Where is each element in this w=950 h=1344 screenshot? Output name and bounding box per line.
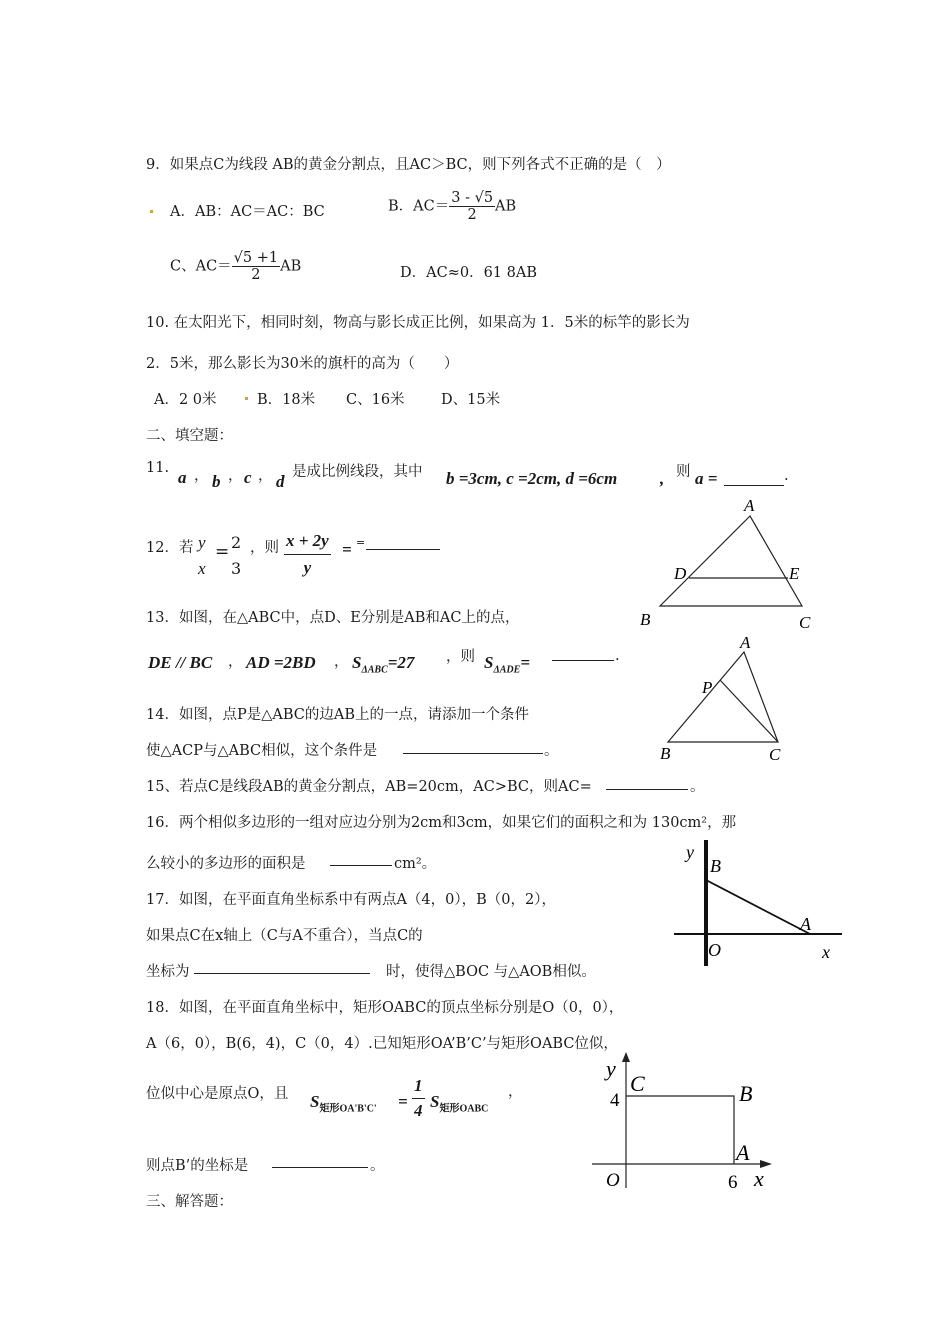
answer-blank[interactable]	[606, 777, 688, 790]
q12-fraction-yx	[196, 530, 208, 582]
q11-sep: ，	[194, 468, 209, 484]
q13-eq: =	[520, 653, 530, 672]
q18-s2	[430, 1092, 488, 1114]
q9-option-a: A．AB：AC＝AC：BC	[170, 204, 325, 220]
section-fill-blank: 二、填空题：	[146, 428, 233, 444]
q18-comma: ，	[508, 1084, 523, 1100]
q13-end: .	[615, 648, 620, 664]
q18-frac	[412, 1074, 425, 1123]
q11-text: 是成比例线段，其中	[292, 464, 423, 480]
q18-line3-prefix: 位似中心是原点O，且	[146, 1086, 289, 1102]
label-a: A	[800, 914, 811, 934]
q13-s-ade-sub: ΔADE	[493, 664, 521, 676]
q12-frac3	[284, 528, 331, 581]
q11-var-a: a	[178, 468, 187, 487]
q13-cond2: AD =2BD	[246, 653, 316, 672]
q17-line3-prefix: 坐标为	[146, 964, 190, 980]
q9-c-fraction	[232, 250, 280, 283]
q9-b-suffix: AB	[495, 198, 517, 215]
answer-blank[interactable]	[403, 741, 543, 754]
label-c: C	[769, 745, 781, 764]
q13-eq27: =27	[387, 653, 415, 672]
q18-line2: A（6，0），B(6，4)，C（0，4）.已知矩形OA’B’C’与矩形OABC位似，	[146, 1036, 618, 1052]
q9-stem: 9．如果点C为线段 AB的黄金分割点，且AC＞BC，则下列各式不正确的是（ ）	[146, 157, 671, 173]
q13-then: ，则	[446, 649, 475, 665]
rectangle-oabc	[626, 1096, 734, 1164]
q10-line2: 2．5米，那么影长为30米的旗杆的高为（ ）	[146, 356, 459, 372]
q11-sep: ，	[228, 468, 243, 484]
label-c: C	[630, 1071, 645, 1096]
label-e: E	[789, 564, 800, 583]
q9-b-prefix: B．AC＝	[388, 198, 450, 215]
q11-number: 11.	[146, 460, 170, 476]
q12-frac1	[196, 530, 208, 582]
label-x: x	[822, 942, 830, 962]
q12-num: x + 2y	[284, 528, 331, 555]
answer-blank[interactable]	[330, 853, 392, 866]
q18-line4-prefix: 则点B’的坐标是	[146, 1158, 249, 1174]
q12-frac2	[229, 530, 243, 582]
q11-condition: b =3cm, c =2cm, d =6cm	[446, 469, 618, 488]
answer-blank[interactable]	[272, 1155, 368, 1168]
label-y: y	[606, 1056, 616, 1081]
q18-s1	[310, 1092, 377, 1114]
q9-c-den: 2	[251, 267, 261, 283]
figure-triangle-p	[654, 632, 794, 764]
q9-option-d: D．AC≈0．61 8AB	[400, 265, 537, 281]
q13-s-ade	[484, 653, 530, 675]
q11-then: 则	[676, 464, 691, 480]
q17-line3-suffix: 时，使得△BOC 与△AOB相似。	[386, 964, 596, 980]
q13-s-abc-sub: ΔABC	[361, 664, 388, 676]
q13-s-abc	[352, 653, 414, 675]
q9-c-suffix: AB	[280, 258, 302, 275]
label-o: O	[708, 940, 721, 960]
q12-two: 2	[231, 533, 242, 552]
q12-eq2: =	[342, 540, 352, 559]
label-d: D	[674, 564, 687, 583]
q10-option-b: B．18米	[257, 392, 316, 408]
q12-eq3: =	[356, 536, 366, 549]
q18-one: 1	[412, 1074, 425, 1099]
q15-text: 15、若点C是线段AB的黄金分割点，AB=20cm，AC>BC，则AC=	[146, 779, 592, 795]
q11-end: .	[784, 468, 789, 484]
figure-coordinate-aob	[670, 836, 850, 971]
label-b: B	[710, 856, 721, 876]
q9-b-fraction	[449, 190, 495, 223]
label-a: A	[744, 496, 755, 515]
q13-stem: 13．如图，在△ABC中，点D、E分别是AB和AC上的点，	[146, 610, 520, 626]
label-p: P	[702, 678, 713, 697]
q10-option-d: D、15米	[441, 392, 501, 408]
q18-s2-sub: 矩形OABC	[439, 1103, 489, 1115]
label-c: C	[799, 613, 811, 630]
q13-sep: ，	[228, 654, 243, 670]
q12-x: x	[198, 559, 206, 578]
segment-pc	[720, 680, 778, 742]
q11-var-b: b	[212, 472, 221, 491]
figure-triangle-de	[636, 494, 826, 630]
q11-ask: a =	[695, 469, 718, 488]
q18-eq: =	[398, 1092, 408, 1111]
q18-s1-sub: 矩形OA'B'C'	[319, 1103, 377, 1115]
q13-cond1: DE // BC	[148, 653, 213, 672]
q11-var-c: c	[244, 468, 252, 487]
answer-blank[interactable]	[552, 648, 614, 661]
answer-blank[interactable]	[366, 537, 440, 550]
q13-s: S	[352, 653, 362, 672]
y-axis-arrow-icon	[622, 1052, 630, 1062]
q10-option-a: A．2 0米	[154, 392, 217, 408]
q17-line2: 如果点C在x轴上（C与A不重合），当点C的	[146, 928, 423, 944]
q11-sep: ，	[258, 468, 273, 484]
answer-blank[interactable]	[724, 473, 784, 486]
q14-end: 。	[544, 743, 559, 759]
q18-line1: 18．如图，在平面直角坐标中，矩形OABC的顶点坐标分别是O（0，0），	[146, 1000, 624, 1016]
q18-s1-letter: S	[310, 1092, 320, 1111]
q12-fraction-23	[229, 530, 243, 582]
q12-y: y	[198, 533, 206, 552]
q12-fraction-main	[284, 528, 331, 581]
segment-ab	[706, 880, 810, 934]
q12-three: 3	[231, 559, 242, 578]
q11-comma: ,	[660, 469, 665, 488]
label-o: O	[606, 1170, 620, 1191]
label-a: A	[740, 633, 751, 652]
label-x: x	[754, 1166, 764, 1191]
q14-line1: 14．如图，点P是△ABC的边AB上的一点，请添加一个条件	[146, 707, 529, 723]
q16-line1: 16．两个相似多边形的一组对应边分别为2cm和3cm，如果它们的面积之和为 130cm²，那	[146, 815, 737, 831]
answer-blank[interactable]	[194, 961, 370, 974]
q14-line2: 使△ACP与△ABC相似，这个条件是	[146, 743, 378, 759]
q11-var-d: d	[276, 472, 285, 491]
q17-line1: 17．如图，在平面直角坐标系中有两点A（4，0），B（0，2），	[146, 892, 556, 908]
q9-option-b	[388, 190, 516, 223]
q12-eq: =	[215, 542, 230, 562]
q18-line4-suffix: 。	[370, 1158, 385, 1174]
q16-line2: 么较小的多边形的面积是	[146, 856, 306, 872]
q9-c-num: √5 +1	[233, 250, 279, 266]
q18-four: 4	[414, 1101, 423, 1120]
label-four: 4	[610, 1090, 620, 1111]
label-y: y	[686, 842, 694, 862]
label-b: B	[640, 610, 651, 629]
bullet-dot	[150, 210, 153, 213]
q10-option-c: C、16米	[346, 392, 405, 408]
q15-end: 。	[690, 779, 705, 795]
label-b: B	[660, 744, 671, 763]
q12-then: ，则	[250, 540, 279, 556]
q9-b-den: 2	[467, 207, 477, 223]
figure-rectangle-oabc	[588, 1050, 778, 1196]
q18-fraction	[412, 1074, 425, 1123]
label-b: B	[739, 1081, 753, 1106]
triangle-abc	[660, 516, 802, 606]
q13-s2: S	[484, 653, 494, 672]
triangle-abc	[668, 652, 778, 742]
q12-prefix: 12．若	[146, 540, 194, 556]
q9-option-c	[170, 250, 301, 283]
q10-line1: 10. 在太阳光下，相同时刻，物高与影长成正比例，如果高为 1．5米的标竿的影长为	[146, 315, 690, 331]
q9-c-prefix: C、AC＝	[170, 258, 232, 275]
q18-s2-letter: S	[430, 1092, 440, 1111]
q9-b-num: 3 - √5	[451, 190, 494, 206]
bullet-dot	[245, 397, 248, 400]
label-six: 6	[728, 1172, 738, 1193]
label-a: A	[736, 1140, 750, 1165]
q16-unit: cm²。	[394, 856, 437, 872]
section-solve: 三、解答题：	[146, 1194, 233, 1210]
q12-den: y	[303, 558, 312, 577]
q13-sep: ，	[334, 654, 349, 670]
